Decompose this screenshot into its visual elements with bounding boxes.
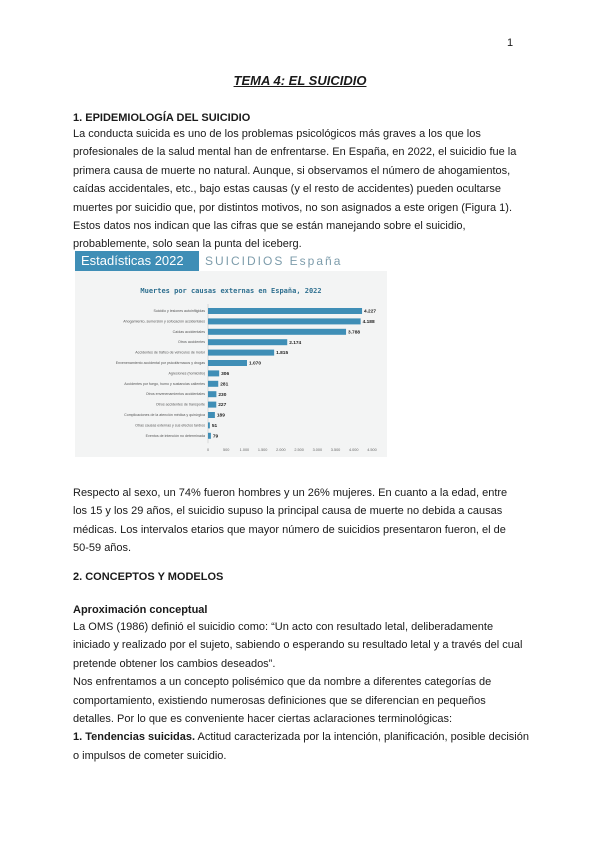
text-line: o impulsos de cometer suicidio.	[73, 749, 227, 762]
list-item-text: Actitud caracterizada por la intención, planificación, posible decisión	[195, 731, 529, 744]
text-line: los 15 y los 29 años, el suicidio supuso la principal causa de muerte no debida a causas	[73, 505, 503, 518]
x-tick-label: 0	[206, 448, 210, 453]
value-label: 4.188	[362, 320, 375, 325]
text-line: Nos enfrentamos a un concepto polisémico que da nombre a diferentes categorías de	[73, 676, 492, 689]
x-tick-label: 2.500	[294, 448, 304, 453]
chart-title: Muertes por causas externas en España, 2022	[140, 287, 322, 295]
value-label: 230	[218, 392, 227, 398]
text-line: La conducta suicida es uno de los problemas psicológicos más graves a los que los	[73, 128, 481, 140]
x-tick-label: 4.000	[349, 448, 359, 453]
value-label: 227	[218, 403, 227, 409]
bar	[208, 402, 216, 408]
bar	[208, 433, 211, 439]
bar-chart	[75, 251, 387, 457]
x-tick-label: 500	[223, 448, 230, 453]
page-number: 1	[507, 37, 514, 49]
value-label: 4.227	[364, 309, 377, 315]
subheading-aproximacion: Aproximación conceptual	[73, 604, 208, 616]
bar	[208, 318, 361, 324]
page-title: TEMA 4: EL SUICIDIO	[233, 73, 367, 88]
paragraph-sexo-edad	[73, 484, 535, 558]
text-line: comportamiento, existiendo numerosas definiciones que se diferencian en pequeños	[73, 694, 486, 707]
text-line: caídas accidentales, etc., bajo estas causas (y el resto de accidentes) pueden ocultarse	[73, 183, 502, 196]
category-label: Envenenamiento accidental por psicofármacos y drogas	[115, 361, 205, 365]
bar	[208, 350, 274, 356]
paragraph-conceptos	[73, 618, 535, 765]
text-line: primera causa de muerte no natural. Aunque, si observamos el número de ahogamientos,	[73, 164, 511, 177]
bar	[208, 360, 247, 366]
value-label: 2.174	[289, 340, 302, 346]
x-tick-label: 1.000	[239, 448, 250, 453]
text-line: probablemente, solo sean la punta del iceberg.	[73, 238, 302, 251]
x-tick-label: 3.500	[330, 448, 341, 453]
value-label: 3.788	[348, 330, 361, 336]
paragraph-epidemiologia	[73, 125, 535, 254]
value-label: 51	[211, 424, 218, 429]
figure-banner-right: SUICIDIOS España	[199, 251, 387, 271]
section-heading-conceptos: 2. CONCEPTOS Y MODELOS	[73, 571, 224, 583]
list-item-term: 1. Tendencias suicidas.	[73, 731, 196, 744]
bar	[208, 391, 216, 397]
value-label: 79	[212, 434, 219, 440]
value-label: 281	[220, 382, 229, 388]
text-line: iniciado y realizado por el sujeto, sabiendo o esperando su resultado letal y a través del cual	[73, 639, 523, 652]
category-label: Complicaciones de la atención médica y quirúrgica	[124, 413, 205, 417]
text-line: 50-59 años.	[73, 542, 132, 555]
figure-banner-left: Estadísticas 2022	[75, 251, 199, 271]
x-tick-label: 4.500	[367, 448, 377, 453]
text-line: Respecto al sexo, un 74% fueron hombres y un 26% mujeres. En cuanto a la edad, entre	[73, 487, 508, 499]
category-label: Otros accidentes	[178, 340, 205, 345]
category-label: Eventos de intención no determinada	[145, 433, 205, 438]
x-tick-label: 1.500	[257, 448, 268, 453]
list-item-tendencias	[73, 728, 535, 746]
bar	[208, 381, 218, 387]
bar	[208, 412, 215, 418]
category-label: Caídas accidentales	[172, 329, 205, 334]
bar	[208, 329, 346, 335]
category-label: Otras causas externas y sus efectos tardíos	[135, 423, 205, 428]
category-label: Suicidio y lesiones autoinfligidas	[153, 309, 205, 313]
text-line: detalles. Por lo que es conveniente hacer ciertas aclaraciones terminológicas:	[73, 712, 453, 725]
value-label: 306	[221, 372, 230, 377]
category-label: Accidentes de tráfico de vehículos de motor	[135, 350, 205, 355]
x-tick-label: 3.000	[312, 448, 323, 453]
category-label: Otros accidentes de transporte	[155, 402, 205, 407]
bar	[208, 308, 362, 314]
text-line: muertes por suicidio que, por distintos motivos, no son asignados a este origen (Figura 1).	[73, 201, 513, 214]
section-heading-epidemiologia: 1. EPIDEMIOLOGÍA DEL SUICIDIO	[73, 112, 251, 124]
text-line: Estos datos nos indican que las cifras que se están manejando sobre el suicidio,	[73, 219, 466, 232]
figure-1-chart	[75, 251, 387, 457]
bar	[208, 422, 210, 428]
value-label: 189	[216, 413, 225, 419]
category-label: Ahogamiento, sumersión y sofocación accidentales	[123, 319, 205, 324]
category-label: Agresiones (homicidio)	[168, 371, 205, 376]
category-label: Accidentes por fuego, humo y sustancias calientes	[124, 381, 205, 386]
text-line: médicas. Los intervalos etarios que mayor número de suicidios presentaron fueron, el de	[73, 523, 506, 536]
category-label: Otros envenenamientos accidentales	[145, 392, 205, 397]
value-label: 1.070	[248, 361, 262, 367]
value-label: 1.815	[276, 351, 289, 357]
text-line: profesionales de la salud mental han de enfrentarse. En España, en 2022, el suicidio fue la	[73, 146, 517, 159]
bar	[208, 370, 219, 376]
text-line: pretende obtener los cambios deseados”.	[73, 657, 276, 670]
x-tick-label: 2.000	[276, 448, 286, 453]
text-line: La OMS (1986) definió el suicidio como: “Un acto con resultado letal, deliberadamente	[73, 621, 494, 633]
bar	[208, 339, 287, 345]
